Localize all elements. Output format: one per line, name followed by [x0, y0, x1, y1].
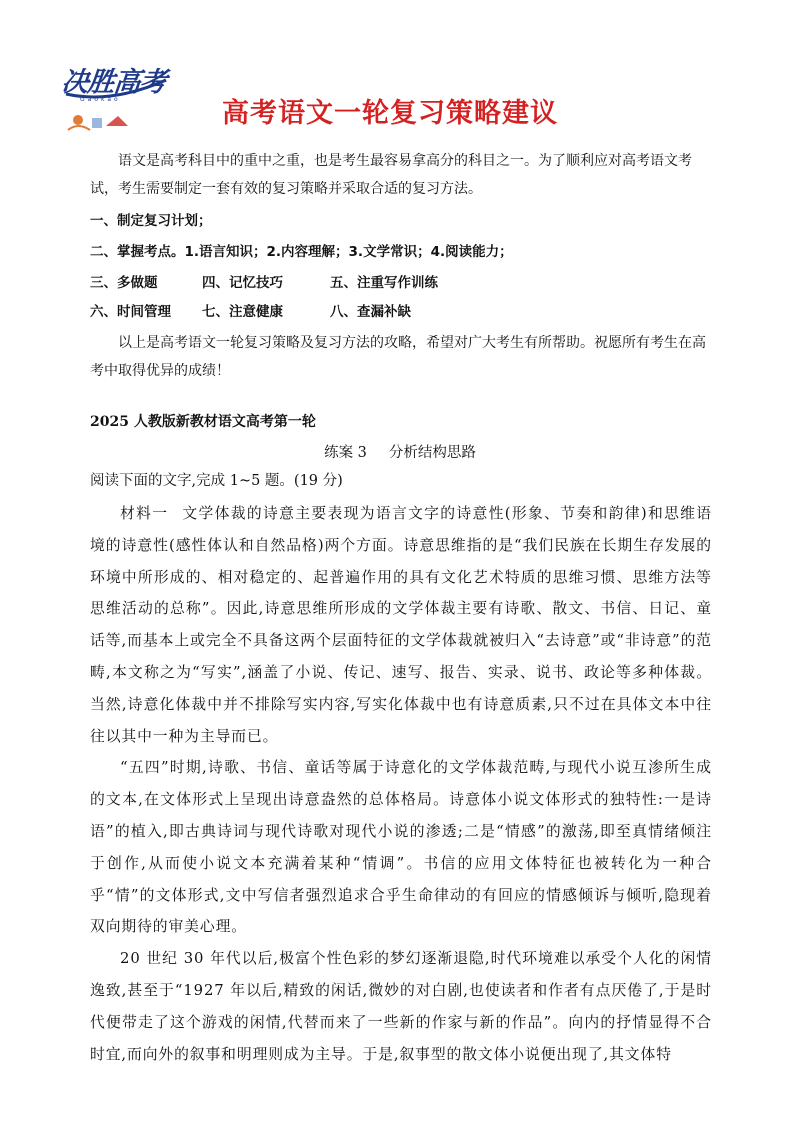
plan-item: 三、多做题 [90, 275, 158, 291]
plan-item: 五、注重写作训练 [330, 275, 438, 291]
material-paragraph [90, 498, 712, 752]
logo-sub-text: Gaokao [80, 96, 121, 103]
intro-paragraph: 语文是高考科目中的重中之重，也是考生最容易拿高分的科目之一。为了顺利应对高考语文考试，考生需要制定一套有效的复习策略并采取合适的复习方法。 [90, 153, 692, 197]
plan-item: 八、查漏补缺 [330, 304, 411, 320]
plan-line-3 [90, 271, 438, 291]
material-label: 材料一 [120, 505, 169, 522]
material-paragraph: “五四”时期,诗歌、书信、童话等属于诗意化的文学体裁范畴,与现代小说互渗所生成的文本,在文体形式上呈现出诗意盎然的总体格局。诗意体小说文体形式的独特性:一是诗语”的植入,即古典诗词与现代诗歌对现代小说的渗透;二是“情感”的激荡,即至真情绪倾注于创作,从而使小说文本充满着某种“情调”。书信的应用文体特征也被转化为一种合乎“情”的文体形式,文中写信者强烈追求合乎生命律动的有回应的情感倾诉与倾听,隐现着双向期待的审美心理。 [90, 759, 712, 936]
reading-material [90, 498, 712, 1070]
plan-item: 六、时间管理 [90, 304, 171, 320]
plan-item: 四、记忆技巧 [202, 275, 283, 291]
material-paragraph: 20 世纪 30 年代以后,极富个性色彩的梦幻逐渐退隐,时代环境难以承受个人化的闲情逸致,甚至于“1927 年以后,精致的闲话,微妙的对白剧,也使读者和作者有点厌倦了,于是时代便带走了这个游戏的闲情,代替而来了一些新的作家与新的作品”。向内的抒情显得不合时宜,而向外的叙事和明理则成为主导。于是,叙事型的散文体小说便出现了,其文体特 [90, 950, 712, 1063]
series-title: 2025 人教版新教材语文高考第一轮 [90, 414, 316, 430]
plan-item: 七、注意健康 [202, 304, 283, 320]
plan-line-1: 一、制定复习计划； [90, 213, 212, 229]
logo-brand-text: 决胜高考 [60, 67, 168, 98]
lesson-topic: 分析结构思路 [388, 445, 476, 461]
closing-paragraph: 以上是高考语文一轮复习策略及复习方法的攻略，希望对广大考生有所帮助。祝愿所有考生在高考中取得优异的成绩！ [90, 335, 706, 379]
page-title: 高考语文一轮复习策略建议 [222, 98, 558, 129]
reading-instruction: 阅读下面的文字,完成 1~5 题。(19 分) [90, 473, 343, 489]
lesson-title [90, 441, 710, 462]
paragraph-text: 文学体裁的诗意主要表现为语言文字的诗意性(形象、节奏和韵律)和思维语境的诗意性(感性体认和自然品格)两个方面。诗意思维指的是“我们民族在长期生存发展的环境中所形成的、相对稳定的、起普遍作用的具有文化艺术特质的思维习惯、思维方法等思维活动的总称”。因此,诗意思维所形成的文学体裁主要有诗歌、散文、书信、日记、童话等,而基本上或完全不具备这两个层面特征的文学体裁就被归入“去诗意”或“非诗意”的范畴,本文称之为“写实”,涵盖了小说、传记、速写、报告、实录、说书、政论等多种体裁。当然,诗意化体裁中并不排除写实内容,写实化体裁中也有诗意质素,只不过在具体文本中往往以其中一种为主导而已。 [90, 505, 713, 745]
brand-logo [62, 60, 178, 136]
intro-section [90, 147, 710, 203]
closing-section [90, 329, 710, 385]
plan-line-4 [90, 300, 411, 320]
lesson-number: 练案 3 [324, 445, 367, 461]
plan-line-2: 二、掌握考点。1.语言知识；2.内容理解；3.文学常识；4.阅读能力； [90, 244, 513, 260]
